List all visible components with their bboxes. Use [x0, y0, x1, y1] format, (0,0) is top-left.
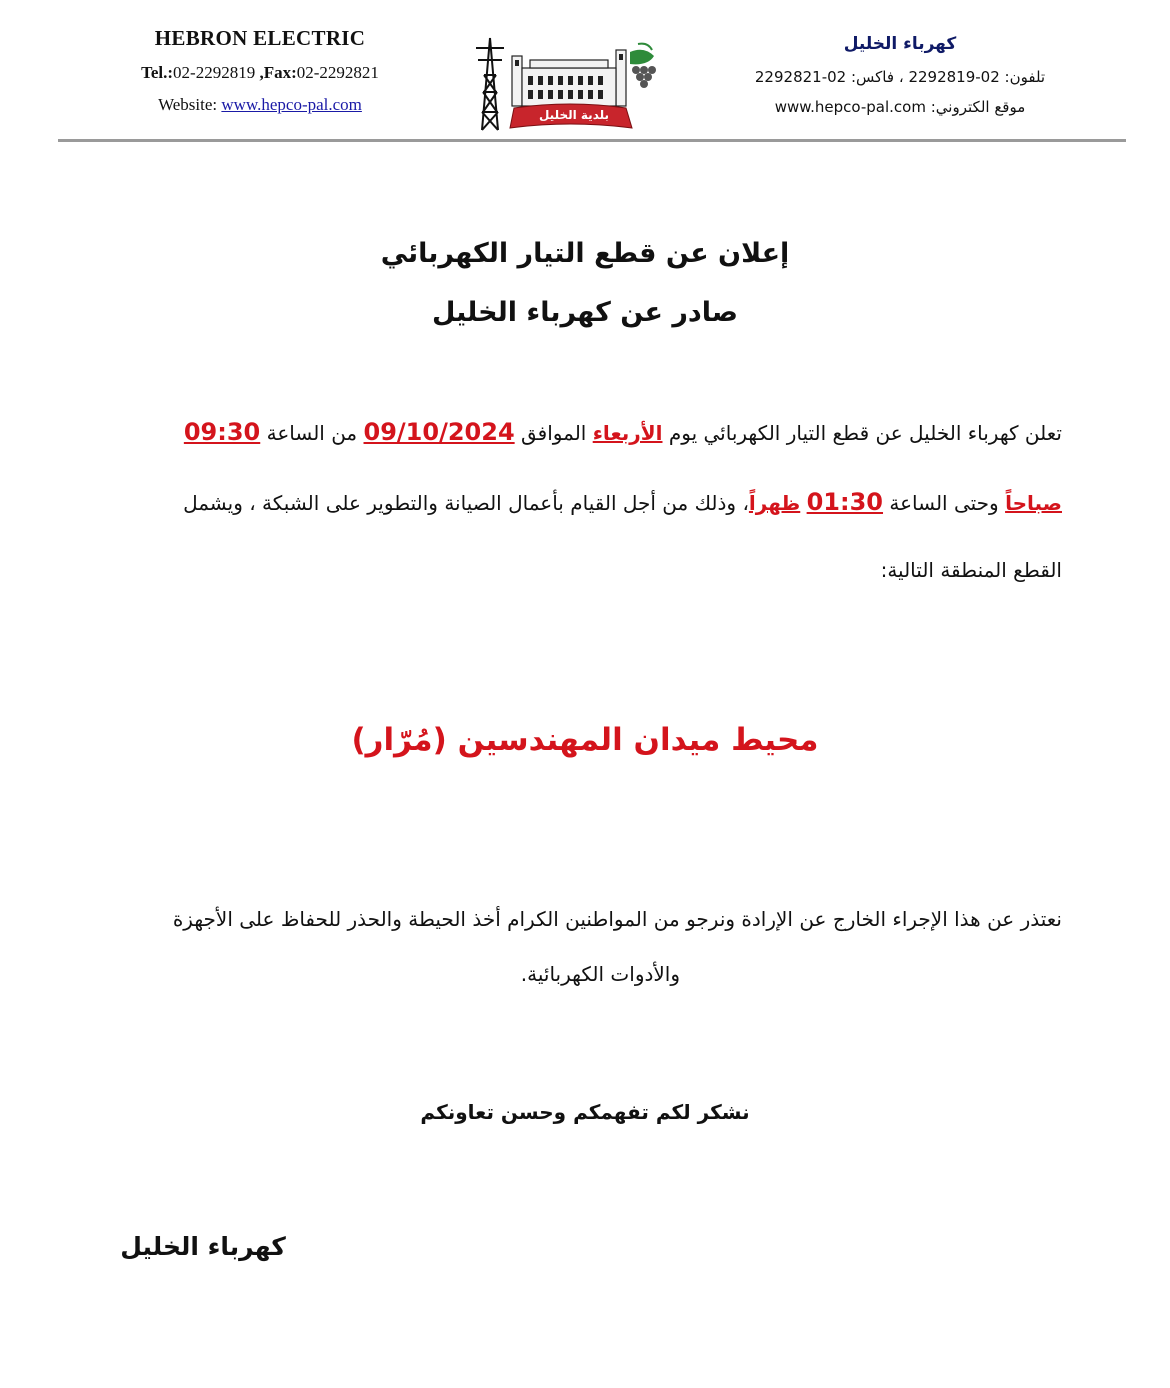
contact-numbers-arabic: تلفون: 02-2292819 ، فاكس: 02-2292821	[754, 68, 1046, 86]
company-name-arabic: كهرباء الخليل	[843, 34, 957, 54]
website-label: Website:	[158, 95, 222, 114]
end-period: ظهراً	[748, 491, 801, 515]
paragraph-line-3: القطع المنطقة التالية:	[880, 558, 1062, 582]
tel-number: 02-2292819	[173, 63, 256, 82]
fax-number: 02-2292821	[296, 63, 379, 82]
from-label: من الساعة	[260, 421, 364, 445]
end-time: 01:30	[806, 488, 884, 516]
paragraph-line-2	[118, 488, 1062, 516]
logo-ribbon-text: بلدية الخليل	[538, 108, 610, 122]
start-period: صباحاً	[1005, 491, 1062, 515]
grapes-icon	[630, 44, 656, 88]
letterhead	[0, 0, 1170, 150]
until-label: وحتى الساعة	[883, 491, 1006, 515]
website-link[interactable]: www.hepco-pal.com	[221, 95, 362, 114]
announcement-title: إعلان عن قطع التيار الكهربائي	[380, 238, 790, 269]
date-label: الموافق	[514, 421, 593, 445]
intro-text: تعلن كهرباء الخليل عن قطع التيار الكهربائي يوم	[662, 421, 1062, 445]
website-arabic: موقع الكتروني: www.hepco-pal.com	[774, 98, 1026, 116]
pylon-icon	[476, 38, 504, 130]
signature: كهرباء الخليل	[120, 1232, 286, 1261]
reason-text: ، وذلك من أجل القيام بأعمال الصيانة والتطوير على الشبكة ، ويشمل	[183, 491, 749, 515]
fax-label: ,Fax:	[259, 63, 297, 82]
apology-line-2: والأدوات الكهربائية.	[520, 962, 680, 986]
paragraph-line-1	[118, 418, 1062, 446]
outage-day: الأربعاء	[592, 421, 663, 445]
apology-line-1: نعتذر عن هذا الإجراء الخارج عن الإرادة ونرجو من المواطنين الكرام أخذ الحيطة والحذر للحفاظ على الأجهزة	[172, 907, 1062, 931]
company-name-english: HEBRON ELECTRIC	[154, 26, 366, 50]
website-english	[100, 95, 420, 115]
contact-numbers-english	[100, 63, 420, 83]
header-divider	[58, 139, 1126, 142]
announcement-subtitle: صادر عن كهرباء الخليل	[432, 297, 738, 328]
letterhead-arabic	[730, 34, 1070, 116]
outage-date: 09/10/2024	[363, 418, 515, 446]
thanks-note: نشكر لكم تفهمكم وحسن تعاونكم	[420, 1100, 750, 1124]
affected-area: محيط ميدان المهندسين (مُرّار)	[351, 722, 819, 758]
letterhead-english	[100, 26, 420, 115]
start-time: 09:30	[183, 418, 261, 446]
tel-label: Tel.:	[141, 63, 174, 82]
